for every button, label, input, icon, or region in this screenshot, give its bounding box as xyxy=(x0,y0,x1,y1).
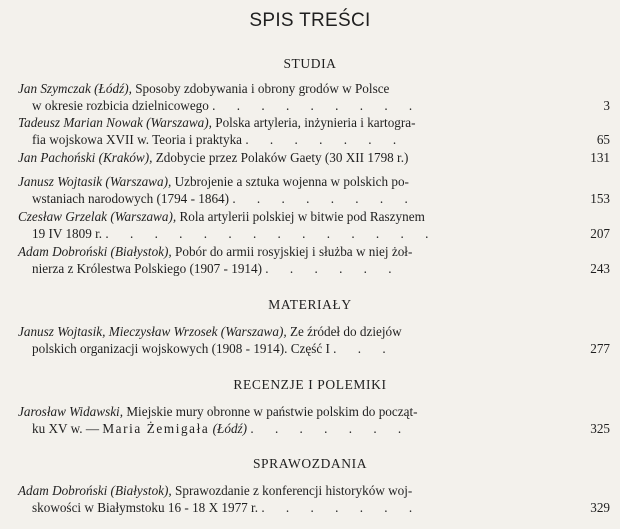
toc-entry[interactable] xyxy=(18,323,610,357)
section-heading-studia: STUDIA xyxy=(283,56,337,71)
toc-entry-text xyxy=(18,323,570,357)
toc-entry[interactable] xyxy=(18,482,610,516)
dot-leaders: . . . . . . . . . . . . . . xyxy=(105,226,438,241)
toc-entry-title: Uzbrojenie a sztuka wojenna w polskich po- xyxy=(171,174,409,189)
toc-entry-author: Jarosław Widawski, xyxy=(18,404,124,419)
dot-leaders: . . . . . . xyxy=(265,261,401,276)
dot-leaders: . . . . . . . xyxy=(245,132,406,147)
toc-entry-title-continued: fia wojskowa XVII w. Teoria i praktyka xyxy=(32,132,243,147)
toc-entry-title: Sprawozdanie z konferencji historyków woj- xyxy=(171,483,413,498)
toc-entry-text xyxy=(18,149,578,166)
toc-entry-author: Adam Dobroński (Białystok), xyxy=(18,244,172,259)
toc-entry-title: Rola artylerii polskiej w bitwie pod Raszynem xyxy=(176,209,425,224)
toc-entry-author: Janusz Wojtasik (Warszawa), xyxy=(18,174,172,189)
section-heading-sprawozdania: SPRAWOZDANIA xyxy=(252,456,368,471)
toc-entry[interactable] xyxy=(18,114,610,148)
toc-entry-text xyxy=(18,482,570,516)
toc-entry-title-continued: ku XV w. — xyxy=(32,421,103,436)
section-heading-materialy: MATERIAŁY xyxy=(268,297,352,312)
dot-leaders: . . . . . . . . xyxy=(232,191,417,206)
dot-leaders: . . . . . . . xyxy=(250,421,411,436)
toc-entry-title: Sposoby zdobywania i obrony grodów w Polsce xyxy=(131,81,390,96)
toc-entry-text xyxy=(18,403,570,437)
toc-entry[interactable] xyxy=(18,243,610,277)
toc-entry-title: Polska artyleria, inżynieria i kartogra- xyxy=(211,115,416,130)
toc-entry-text xyxy=(18,208,570,242)
toc-page-number: 325 xyxy=(590,421,610,436)
toc-entry-title: Ze źródeł do dziejów xyxy=(286,324,402,339)
toc-entry-author: Adam Dobroński (Białystok), xyxy=(18,483,172,498)
toc-entry-title-continued: wstaniach narodowych (1794 - 1864) xyxy=(32,191,230,206)
toc-page-number: 3 xyxy=(603,98,610,113)
toc-page-number: 243 xyxy=(590,261,610,276)
toc-page-number: 153 xyxy=(590,191,610,206)
reviewer-name: Maria Żemigała xyxy=(102,421,210,436)
toc-entry[interactable] xyxy=(18,403,610,437)
toc-entry-author: Czesław Grzelak (Warszawa), xyxy=(18,209,177,224)
toc-entry-author: Janusz Wojtasik, Mieczysław Wrzosek (Warszawa), xyxy=(18,324,287,339)
dot-leaders: . . . . . . . xyxy=(261,500,422,515)
toc-entry-title-continued: polskich organizacji wojskowych (1908 - 1914). Część I xyxy=(32,341,330,356)
dot-leaders: . . . . . . . . . xyxy=(212,98,422,113)
toc-entry-title-continued: 19 IV 1809 r. xyxy=(32,226,103,241)
toc-entry-author: Tadeusz Marian Nowak (Warszawa), xyxy=(18,115,212,130)
toc-page-number: 277 xyxy=(590,341,610,356)
toc-page-number: 65 xyxy=(596,132,610,147)
toc-entry-title-continued: w okresie rozbicia dzielnicowego xyxy=(32,98,209,113)
dot-leaders: . . . xyxy=(333,341,395,356)
toc-page-number: 207 xyxy=(590,226,610,241)
toc-entry-text xyxy=(18,114,570,148)
toc-entry-text xyxy=(18,243,570,277)
section-heading-recenzje: RECENZJE I POLEMIKI xyxy=(233,377,387,392)
toc-entry-title-continued: skowości w Białymstoku 16 - 18 X 1977 r. xyxy=(32,500,259,515)
toc-entry-text xyxy=(18,80,570,114)
toc-entry-title: Pobór do armii rosyjskiej i służba w niej żoł- xyxy=(171,244,413,259)
toc-entry-title: Zdobycie przez Polaków Gaety (30 XII 1798 r.) xyxy=(152,150,409,165)
toc-entry[interactable] xyxy=(18,80,610,114)
toc-entry[interactable] xyxy=(18,173,610,207)
toc-entry-title-continued: nierza z Królestwa Polskiego (1907 - 1914) xyxy=(32,261,262,276)
toc-entry[interactable] xyxy=(18,149,610,166)
toc-entry-title: Miejskie mury obronne w państwie polskim do począt- xyxy=(123,404,418,419)
reviewer-location: (Łódź) xyxy=(209,421,248,436)
toc-entry-author: Jan Szymczak (Łódź), xyxy=(18,81,132,96)
page-title: SPIS TREŚCI xyxy=(249,10,371,31)
toc-page-number: 131 xyxy=(590,150,610,165)
toc-page-number: 329 xyxy=(590,500,610,515)
toc-entry[interactable] xyxy=(18,208,610,242)
toc-entry-text xyxy=(18,173,570,207)
toc-entry-author: Jan Pachoński (Kraków), xyxy=(18,150,153,165)
